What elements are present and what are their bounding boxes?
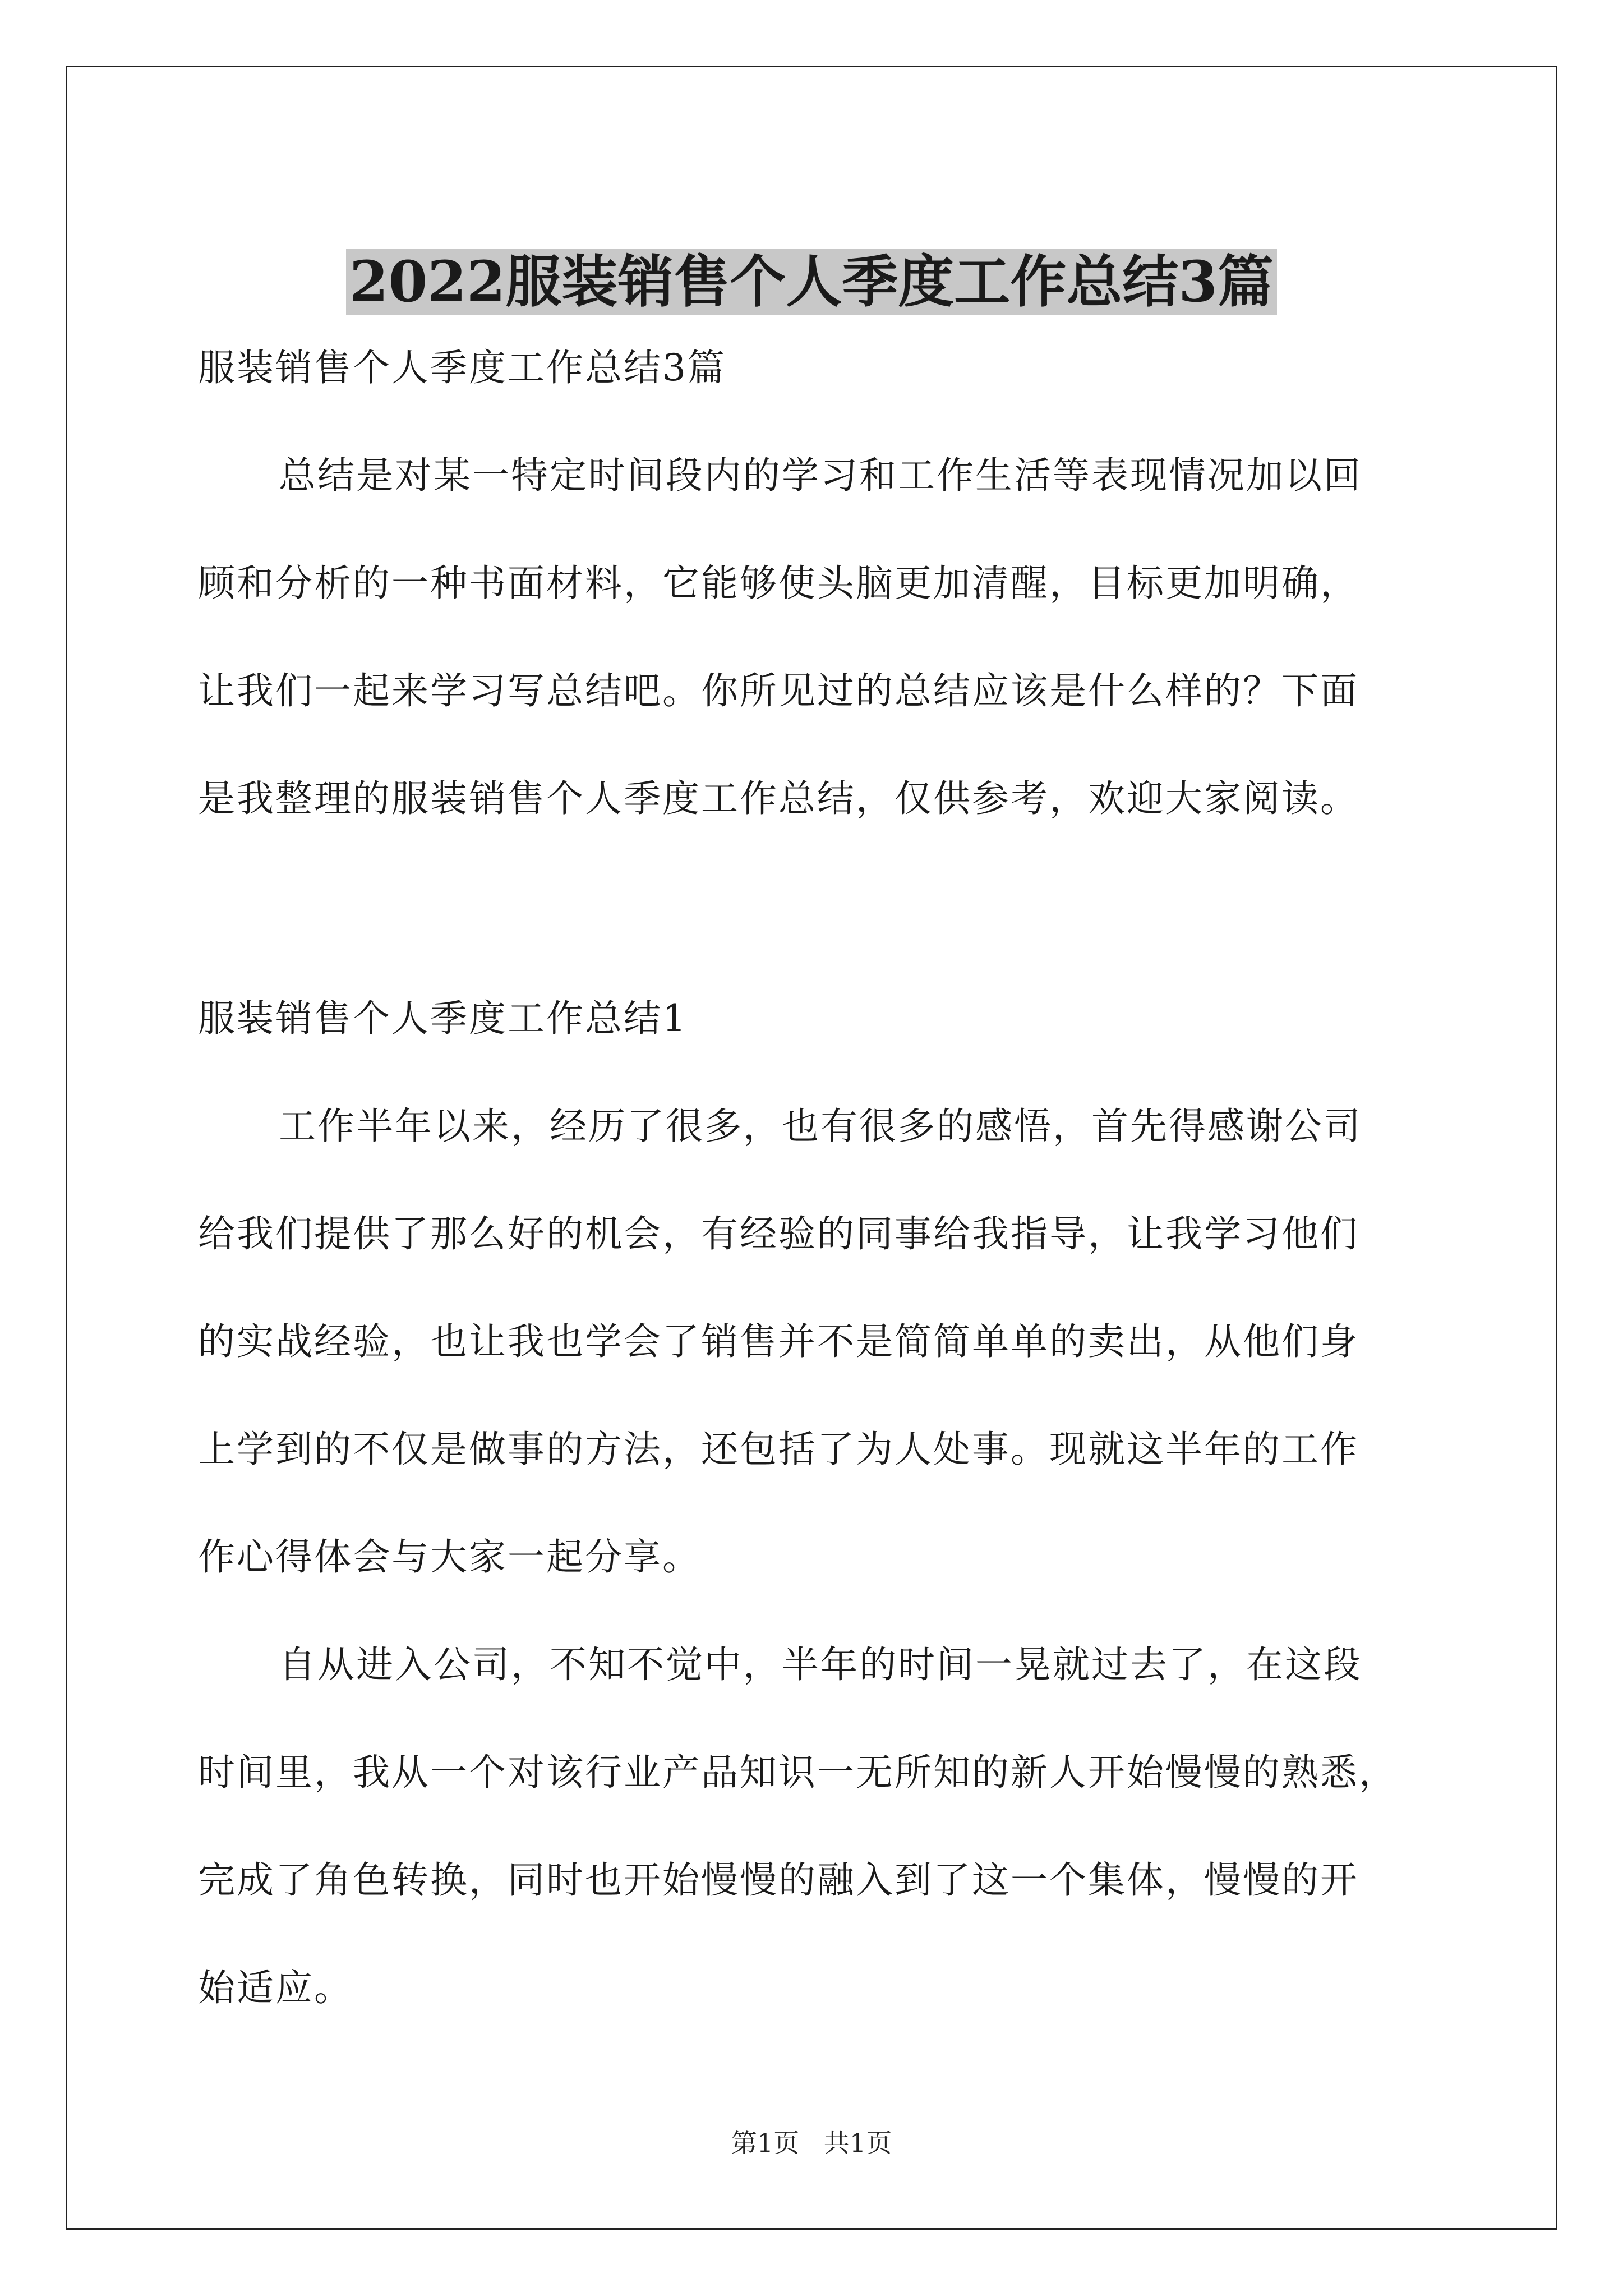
document-title (0, 245, 1623, 318)
intro-paragraph (198, 422, 1432, 853)
intro-line: 顾和分析的一种书面材料，它能够使头脑更加清醒，目标更加明确， (198, 562, 1359, 605)
paragraph-line: 上学到的不仅是做事的方法，还包括了为人处事。现就这半年的工作 (198, 1428, 1359, 1471)
paragraph-line: 工作半年以来，经历了很多，也有很多的感悟，首先得感谢公司 (279, 1105, 1362, 1148)
page-footer: 第1页 共1页 (731, 2128, 892, 2158)
section-heading: 服装销售个人季度工作总结1 (198, 997, 688, 1040)
intro-line: 是我整理的服装销售个人季度工作总结，仅供参考，欢迎大家阅读。 (198, 777, 1359, 820)
document-body (198, 314, 1432, 2042)
intro-line: 让我们一起来学习写总结吧。你所见过的总结应该是什么样的？下面 (198, 669, 1359, 712)
document-title-text: 2022服装销售个人季度工作总结3篇 (346, 249, 1277, 315)
paragraph-line: 给我们提供了那么好的机会，有经验的同事给我指导，让我学习他们 (198, 1212, 1359, 1255)
paragraph-2 (198, 1611, 1432, 2042)
paragraph-line: 的实战经验，也让我也学会了销售并不是简简单单的卖出，从他们身 (198, 1320, 1359, 1363)
paragraph-1 (198, 1073, 1432, 1611)
paragraph-line: 时间里，我从一个对该行业产品知识一无所知的新人开始慢慢的熟悉， (198, 1751, 1398, 1794)
paragraph-line: 始适应。 (198, 1966, 353, 2009)
paragraph-line: 完成了角色转换，同时也开始慢慢的融入到了这一个集体，慢慢的开 (198, 1858, 1359, 1902)
intro-line: 总结是对某一特定时间段内的学习和工作生活等表现情况加以回 (279, 454, 1362, 497)
paragraph-line: 作心得体会与大家一起分享。 (198, 1535, 701, 1579)
subtitle: 服装销售个人季度工作总结3篇 (198, 346, 726, 389)
paragraph-line: 自从进入公司，不知不觉中，半年的时间一晃就过去了，在这段 (279, 1643, 1362, 1686)
